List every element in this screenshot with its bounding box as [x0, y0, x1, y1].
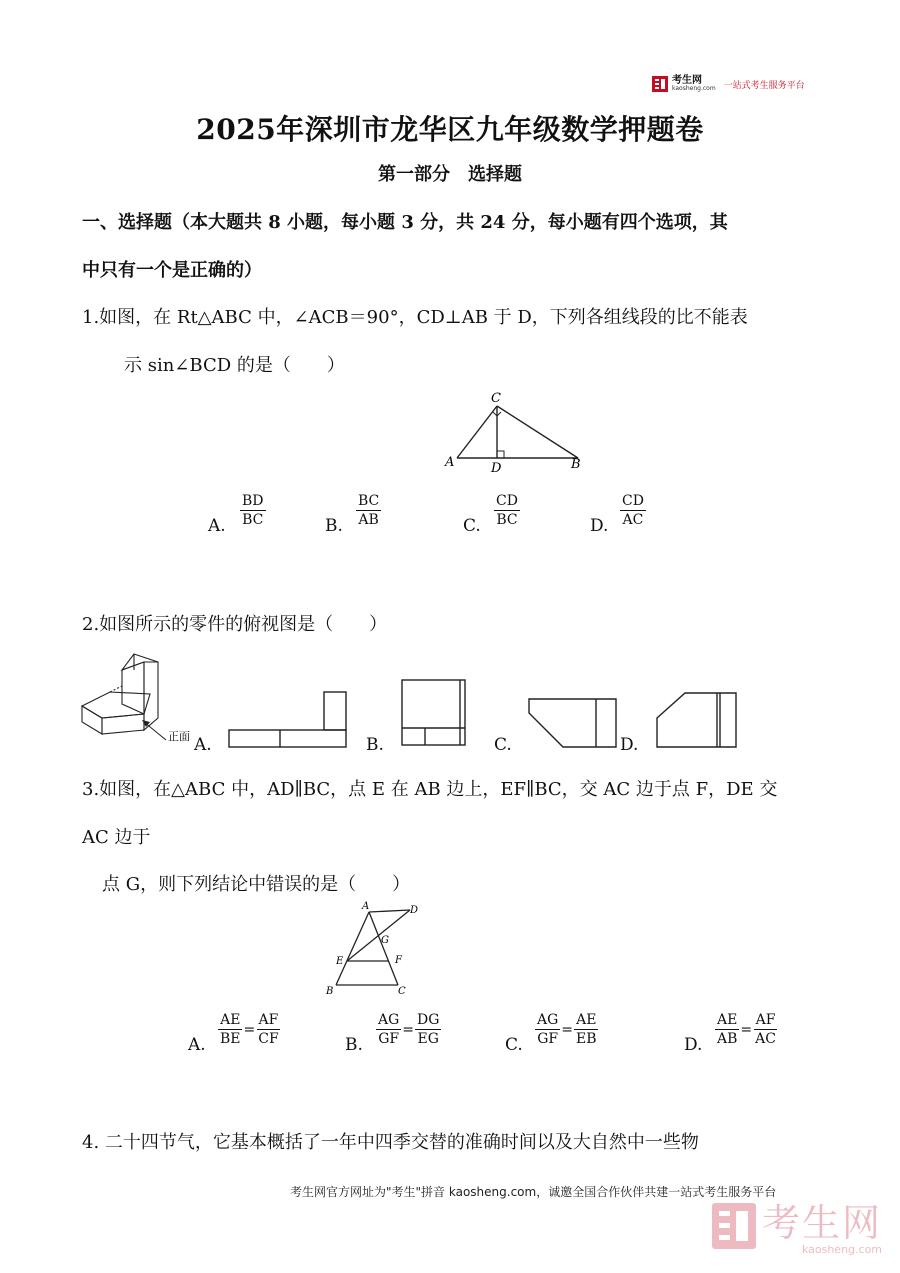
- watermark-text: [762, 1203, 882, 1256]
- q3-text-line3: 点 G，则下列结论中错误的是（ ）: [102, 874, 411, 895]
- fraction-numerator: CD: [496, 493, 518, 509]
- q3-label-d: D: [410, 905, 419, 916]
- footer-text: 考生网官方网址为"考生"拼音 kaosheng.com，诚邀全国合作伙伴共建一站式考生服务平台: [290, 1185, 777, 1199]
- left-fraction: [535, 1011, 560, 1048]
- q1-option-b-fraction: [356, 492, 381, 529]
- q3-label-c: C: [398, 986, 406, 997]
- q3-option-a-equation: [218, 1011, 281, 1048]
- part-hidden-edge: [110, 686, 122, 692]
- equals-sign: =: [561, 1021, 574, 1038]
- fraction-numerator: AE: [717, 1012, 738, 1028]
- q3-text-line1: 3.如图，在△ABC 中，AD∥BC，点 E 在 AB 边上，EF∥BC，交 AC 边于点 F，DE 交: [82, 779, 778, 800]
- q1-option-d-fraction: [620, 492, 646, 529]
- fraction-denominator: AB: [358, 512, 379, 528]
- left-fraction: [218, 1011, 243, 1048]
- watermark-name: 考生网: [762, 1201, 883, 1245]
- kaosheng-logo-icon: [652, 76, 668, 92]
- q3-option-c-equation: [535, 1011, 599, 1048]
- fraction-numerator: AE: [576, 1012, 597, 1028]
- left-fraction: [715, 1011, 739, 1048]
- left-fraction: [376, 1011, 401, 1048]
- q3-label-g: G: [381, 935, 389, 946]
- q1-option-c-letter: C.: [463, 516, 481, 536]
- fig-outline: [529, 699, 616, 747]
- q1-side-cb: [497, 406, 578, 458]
- q3-triangle-figure: [320, 898, 430, 1000]
- q2-option-c-letter: C.: [494, 735, 512, 755]
- fig-outline: [657, 693, 736, 747]
- right-fraction: [415, 1011, 441, 1048]
- equals-sign: =: [402, 1021, 415, 1038]
- q1-option-a-letter: A.: [208, 516, 226, 536]
- part-upright-front: [122, 662, 144, 714]
- fraction-denominator: AB: [717, 1031, 738, 1047]
- q3-segment-ad: [369, 910, 410, 912]
- q2-option-b-letter: B.: [366, 735, 384, 755]
- fraction-denominator: BC: [496, 512, 518, 528]
- q1-option-c-fraction: [494, 492, 520, 529]
- q1-triangle-figure: [440, 388, 590, 474]
- logo-slogan: 一站式考生服务平台: [723, 80, 805, 91]
- q1-label-b: B: [571, 457, 581, 472]
- fraction-denominator: EG: [417, 1031, 439, 1047]
- fraction-denominator: AC: [622, 512, 644, 528]
- fig-upright: [324, 692, 346, 730]
- fraction-numerator: AF: [755, 1012, 776, 1028]
- right-fraction: [753, 1011, 778, 1048]
- q1-option-b-letter: B.: [325, 516, 343, 536]
- q3-option-b-letter: B.: [345, 1035, 363, 1055]
- q3-label-b: B: [326, 986, 334, 997]
- fig-outer-base: [229, 730, 346, 747]
- section-heading-line2: 中只有一个是正确的）: [82, 260, 262, 281]
- q3-option-c-letter: C.: [505, 1035, 523, 1055]
- fraction-denominator: BC: [242, 512, 264, 528]
- part-upright-side: [144, 662, 158, 730]
- q3-segment-ab: [336, 912, 369, 985]
- q3-label-e: E: [336, 956, 344, 967]
- part-base-side: [102, 714, 144, 734]
- header-logo: [652, 74, 805, 94]
- fraction-numerator: DG: [417, 1012, 440, 1028]
- q1-label-d: D: [491, 461, 502, 474]
- footer-watermark: [712, 1203, 882, 1256]
- q4-text-line1: 4. 二十四节气，它基本概括了一年中四季交替的准确时间以及大自然中一些物: [82, 1132, 699, 1153]
- right-fraction: [256, 1011, 280, 1048]
- q3-option-d-equation: [715, 1011, 778, 1048]
- q3-label-a: A: [362, 901, 370, 912]
- page-subtitle: 第一部分 选择题: [378, 164, 522, 185]
- fraction-numerator: AF: [258, 1012, 279, 1028]
- fraction-denominator: BE: [220, 1031, 241, 1047]
- logo-name: 考生网: [672, 75, 702, 86]
- fraction-denominator: GF: [537, 1031, 559, 1047]
- q3-option-d-letter: D.: [684, 1035, 703, 1055]
- q1-label-c: C: [491, 391, 501, 406]
- q3-label-f: F: [395, 955, 402, 966]
- fraction-numerator: AG: [537, 1012, 559, 1028]
- q1-right-angle-d: [497, 451, 504, 458]
- q1-text-line2: 示 sin∠BCD 的是（ ）: [124, 355, 345, 376]
- q3-text-line2: AC 边于: [82, 827, 151, 848]
- q2-front-label: 正面: [168, 730, 190, 743]
- section-heading-line1: 一、选择题（本大题共 8 小题，每小题 3 分，共 24 分，每小题有四个选项，其: [82, 212, 728, 233]
- fraction-numerator: BD: [242, 493, 264, 509]
- fraction-denominator: EB: [576, 1031, 597, 1047]
- fraction-denominator: CF: [258, 1031, 279, 1047]
- watermark-url: kaosheng.com: [801, 1243, 883, 1256]
- equals-sign: =: [740, 1021, 753, 1038]
- q3-option-b-equation: [376, 1011, 441, 1048]
- logo-text: [672, 76, 716, 92]
- q2-option-a-figure: [228, 690, 348, 750]
- q2-option-c-figure: [526, 697, 620, 751]
- q1-label-a: A: [445, 455, 455, 470]
- logo-url: kaosheng.com: [672, 85, 716, 92]
- fraction-numerator: AE: [220, 1012, 241, 1028]
- q2-text-line1: 2.如图所示的零件的俯视图是（ ）: [82, 614, 388, 635]
- page-title: 2025年深圳市龙华区九年级数学押题卷: [196, 113, 704, 146]
- q1-option-d-letter: D.: [590, 516, 609, 536]
- fig-outer-square: [402, 680, 465, 745]
- right-fraction: [574, 1011, 599, 1048]
- q3-option-a-letter: A.: [188, 1035, 206, 1055]
- q2-part-3d-figure: [78, 648, 196, 748]
- fraction-numerator: CD: [622, 493, 644, 509]
- kaosheng-watermark-icon: [712, 1203, 756, 1249]
- q1-text-line1: 1.如图，在 Rt△ABC 中，∠ACB＝90°，CD⊥AB 于 D，下列各组线段的比不能表: [82, 307, 748, 328]
- equals-sign: =: [243, 1021, 256, 1038]
- q3-segment-de: [347, 910, 410, 961]
- q2-option-d-letter: D.: [620, 735, 639, 755]
- fraction-numerator: AG: [378, 1012, 400, 1028]
- q2-option-b-figure: [400, 678, 468, 748]
- fraction-denominator: AC: [755, 1031, 776, 1047]
- fraction-numerator: BC: [358, 493, 380, 509]
- fraction-denominator: GF: [378, 1031, 400, 1047]
- part-base-front: [82, 706, 102, 734]
- q2-option-d-figure: [654, 690, 740, 750]
- q2-option-a-letter: A.: [194, 735, 212, 755]
- q1-option-a-fraction: [240, 492, 266, 529]
- q1-side-ac: [457, 406, 497, 458]
